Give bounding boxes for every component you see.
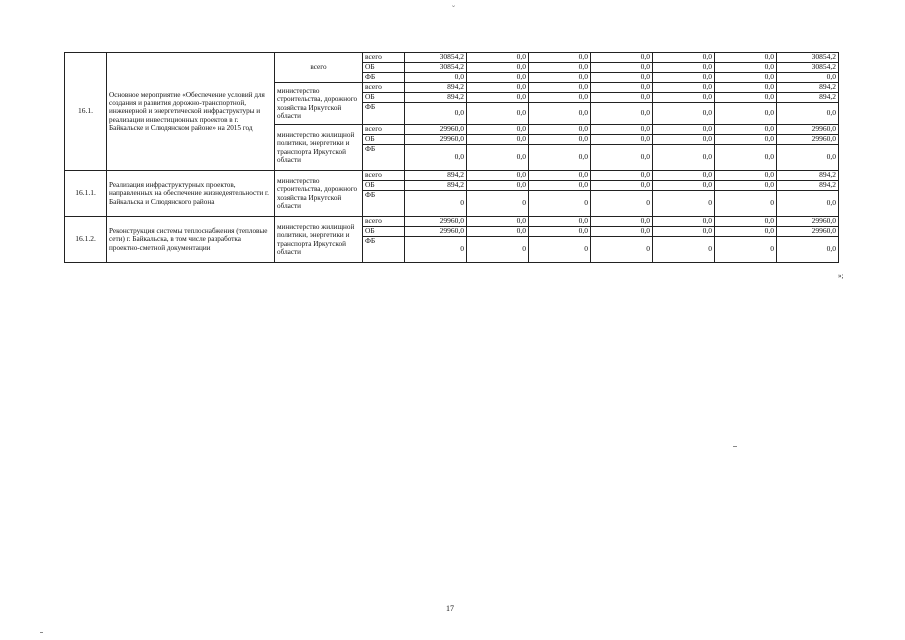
amount-cell: 0,0 <box>529 145 591 171</box>
amount-cell: 0,0 <box>467 181 529 191</box>
amount-cell: 0,0 <box>467 171 529 181</box>
funding-source: ОБ <box>363 181 405 191</box>
table-row <box>65 53 839 63</box>
row-number: 16.1. <box>65 53 107 171</box>
amount-cell: 894,2 <box>777 171 839 181</box>
amount-cell: 0,0 <box>591 53 653 63</box>
activity-name: Основное мероприятие «Обеспечение условий для создания и развития дорожно-транспортной, инженерной и энергетической инфраструктуры и реализации инвестиционных проектов в г. Байкальске и Слюдянском районе» на 2015 год <box>107 53 275 171</box>
amount-cell: 894,2 <box>777 83 839 93</box>
amount-cell: 0,0 <box>653 125 715 135</box>
amount-cell: 0,0 <box>591 181 653 191</box>
funding-source: всего <box>363 83 405 93</box>
amount-cell: 0 <box>591 191 653 217</box>
executor-cell: министерство строительства, дорожного хозяйства Иркутской области <box>275 171 363 217</box>
amount-cell: 894,2 <box>405 93 467 103</box>
amount-cell: 894,2 <box>405 171 467 181</box>
amount-cell: 0,0 <box>715 73 777 83</box>
amount-cell: 29960,0 <box>777 227 839 237</box>
amount-cell: 0,0 <box>529 63 591 73</box>
amount-cell: 30854,2 <box>405 53 467 63</box>
amount-cell: 0,0 <box>653 63 715 73</box>
amount-cell: 0,0 <box>529 103 591 125</box>
amount-cell: 0,0 <box>529 125 591 135</box>
amount-cell: 0,0 <box>591 125 653 135</box>
amount-cell: 29960,0 <box>777 217 839 227</box>
amount-cell: 0 <box>529 191 591 217</box>
table-body <box>65 53 839 263</box>
scan-artifact: ˘ <box>452 4 455 14</box>
amount-cell: 0,0 <box>653 171 715 181</box>
amount-cell: 0 <box>591 237 653 263</box>
amount-cell: 0,0 <box>715 103 777 125</box>
funding-source: ФБ <box>363 191 405 217</box>
amount-cell: 0,0 <box>467 83 529 93</box>
funding-source: ОБ <box>363 135 405 145</box>
amount-cell: 0,0 <box>715 125 777 135</box>
executor-cell: министерство жилищной политики, энергетики и транспорта Иркутской области <box>275 125 363 171</box>
amount-cell: 0,0 <box>653 145 715 171</box>
table-row <box>65 171 839 181</box>
funding-source: ОБ <box>363 93 405 103</box>
amount-cell: 0,0 <box>591 93 653 103</box>
amount-cell: 0,0 <box>777 73 839 83</box>
scan-speck <box>40 632 43 633</box>
amount-cell: 29960,0 <box>405 125 467 135</box>
funding-source: всего <box>363 171 405 181</box>
amount-cell: 0,0 <box>653 135 715 145</box>
budget-table <box>64 52 839 263</box>
executor-cell: министерство строительства, дорожного хозяйства Иркутской области <box>275 83 363 125</box>
amount-cell: 0,0 <box>653 181 715 191</box>
amount-cell: 0,0 <box>591 135 653 145</box>
amount-cell: 0 <box>467 237 529 263</box>
funding-source: ФБ <box>363 103 405 125</box>
amount-cell: 0,0 <box>715 227 777 237</box>
amount-cell: 0,0 <box>777 191 839 217</box>
amount-cell: 0,0 <box>467 227 529 237</box>
amount-cell: 0,0 <box>653 93 715 103</box>
amount-cell: 0,0 <box>653 227 715 237</box>
amount-cell: 0,0 <box>715 53 777 63</box>
amount-cell: 894,2 <box>777 181 839 191</box>
amount-cell: 0,0 <box>715 181 777 191</box>
amount-cell: 0,0 <box>529 181 591 191</box>
amount-cell: 0,0 <box>467 135 529 145</box>
amount-cell: 0 <box>467 191 529 217</box>
amount-cell: 0,0 <box>653 103 715 125</box>
amount-cell: 0,0 <box>777 237 839 263</box>
amount-cell: 0 <box>715 237 777 263</box>
amount-cell: 0 <box>405 237 467 263</box>
page-number: 17 <box>446 604 454 613</box>
funding-source: ФБ <box>363 237 405 263</box>
amount-cell: 29960,0 <box>405 227 467 237</box>
amount-cell: 0,0 <box>529 171 591 181</box>
amount-cell: 0,0 <box>467 73 529 83</box>
funding-source: всего <box>363 53 405 63</box>
amount-cell: 0,0 <box>405 145 467 171</box>
amount-cell: 0,0 <box>715 171 777 181</box>
funding-source: ОБ <box>363 63 405 73</box>
activity-name: Реализация инфраструктурных проектов, направленных на обеспечение жизнедеятельности г. Байкальска и Слюдянского района <box>107 171 275 217</box>
amount-cell: 0,0 <box>715 145 777 171</box>
funding-source: ФБ <box>363 73 405 83</box>
amount-cell: 0 <box>405 191 467 217</box>
amount-cell: 894,2 <box>777 93 839 103</box>
amount-cell: 0,0 <box>777 145 839 171</box>
amount-cell: 0,0 <box>715 217 777 227</box>
amount-cell: 0,0 <box>467 217 529 227</box>
funding-source: ОБ <box>363 227 405 237</box>
amount-cell: 29960,0 <box>777 135 839 145</box>
amount-cell: 30854,2 <box>405 63 467 73</box>
amount-cell: 0,0 <box>405 73 467 83</box>
amount-cell: 0,0 <box>653 83 715 93</box>
amount-cell: 0,0 <box>591 73 653 83</box>
end-mark: »; <box>838 272 844 280</box>
amount-cell: 0,0 <box>467 63 529 73</box>
funding-source: ФБ <box>363 145 405 171</box>
amount-cell: 0 <box>653 237 715 263</box>
amount-cell: 0,0 <box>529 53 591 63</box>
executor-cell: министерство жилищной политики, энергетики и транспорта Иркутской области <box>275 217 363 263</box>
amount-cell: 0,0 <box>529 227 591 237</box>
amount-cell: 30854,2 <box>777 63 839 73</box>
amount-cell: 0,0 <box>529 93 591 103</box>
row-number: 16.1.2. <box>65 217 107 263</box>
amount-cell: 0,0 <box>467 125 529 135</box>
amount-cell: 894,2 <box>405 83 467 93</box>
amount-cell: 0,0 <box>653 73 715 83</box>
amount-cell: 0,0 <box>405 103 467 125</box>
amount-cell: 0 <box>653 191 715 217</box>
activity-name: Реконструкция системы теплоснабжения (тепловые сети) г. Байкальска, в том числе разработка проектно-сметной документации <box>107 217 275 263</box>
amount-cell: 0,0 <box>529 217 591 227</box>
amount-cell: 29960,0 <box>405 217 467 227</box>
amount-cell: 29960,0 <box>777 125 839 135</box>
amount-cell: 0,0 <box>715 93 777 103</box>
amount-cell: 0,0 <box>529 135 591 145</box>
executor-cell: всего <box>275 53 363 83</box>
scan-speck <box>733 446 737 447</box>
amount-cell: 0,0 <box>591 217 653 227</box>
amount-cell: 0,0 <box>591 83 653 93</box>
amount-cell: 0 <box>529 237 591 263</box>
table-row <box>65 217 839 227</box>
amount-cell: 0,0 <box>467 93 529 103</box>
amount-cell: 0,0 <box>715 83 777 93</box>
amount-cell: 0,0 <box>653 53 715 63</box>
amount-cell: 0,0 <box>591 227 653 237</box>
amount-cell: 0,0 <box>777 103 839 125</box>
amount-cell: 0,0 <box>467 145 529 171</box>
amount-cell: 894,2 <box>405 181 467 191</box>
amount-cell: 0,0 <box>591 145 653 171</box>
amount-cell: 0,0 <box>591 171 653 181</box>
amount-cell: 0,0 <box>529 73 591 83</box>
funding-source: всего <box>363 217 405 227</box>
amount-cell: 0,0 <box>591 103 653 125</box>
row-number: 16.1.1. <box>65 171 107 217</box>
funding-source: всего <box>363 125 405 135</box>
amount-cell: 29960,0 <box>405 135 467 145</box>
amount-cell: 0,0 <box>591 63 653 73</box>
amount-cell: 0,0 <box>467 53 529 63</box>
amount-cell: 0,0 <box>529 83 591 93</box>
amount-cell: 0 <box>715 191 777 217</box>
amount-cell: 0,0 <box>653 217 715 227</box>
amount-cell: 0,0 <box>715 63 777 73</box>
amount-cell: 30854,2 <box>777 53 839 63</box>
amount-cell: 0,0 <box>715 135 777 145</box>
amount-cell: 0,0 <box>467 103 529 125</box>
